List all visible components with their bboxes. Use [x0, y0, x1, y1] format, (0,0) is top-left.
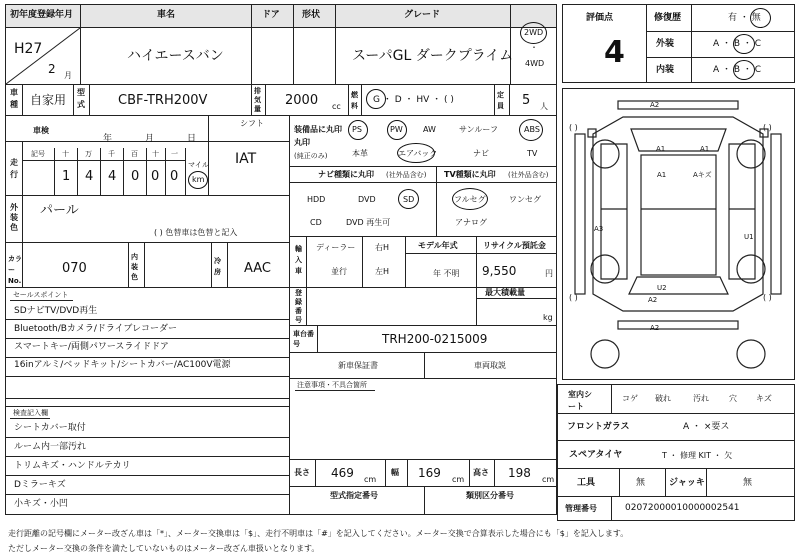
mileage-digit-6: 0	[170, 169, 179, 184]
diagram-label-a3: A3	[594, 225, 604, 233]
model-label-2: 式	[77, 100, 85, 109]
shift-value: IAT	[235, 151, 257, 167]
sales-point-4: 16inアルミ/ベッドキット/シートカバー/AC100V電源	[14, 360, 231, 370]
door-label: ドア	[262, 10, 280, 20]
seat-item-scratch: キズ	[756, 394, 772, 403]
navi-dvd-playback: DVD 再生可	[346, 218, 391, 227]
equipment-label: 装備品に丸印	[294, 125, 342, 134]
exterior-options: A ・ B ・ C	[713, 39, 762, 49]
drive-dot: ・	[530, 43, 538, 52]
equip-aw: AW	[423, 125, 436, 134]
grade-value: スーパGL ダークプライム	[352, 48, 514, 64]
mileage-label: 走行	[10, 158, 18, 179]
navi-sd: SD	[403, 195, 415, 204]
sales-points-label: セールスポイント	[13, 291, 69, 299]
mileage-head-3: 千	[108, 150, 115, 158]
diagram-label-u1: U1	[744, 233, 754, 241]
reg-month-unit: 月	[64, 71, 72, 80]
diagram-label-u2: U2	[657, 284, 667, 292]
mileage-digit-4: 0	[131, 169, 140, 184]
navi-sub: (社外品含む)	[386, 171, 427, 179]
warranty-manual: 車両取説	[474, 361, 506, 370]
width-value: 169	[418, 466, 441, 480]
equipment-label-2: 丸印	[294, 138, 310, 147]
length-unit: cm	[364, 475, 377, 484]
color-no-label: カラーNo.	[8, 255, 22, 285]
era-year: H27	[14, 41, 43, 57]
height-unit: cm	[542, 475, 555, 484]
diagram-label-a2-2: A2	[648, 296, 658, 304]
max-load-unit: kg	[543, 313, 553, 322]
mgmt-label: 管理番号	[565, 504, 597, 513]
footer-line-1: 走行距離の記号欄にメーター改ざん車は「*」、メーター交換車は「$」、走行不明車は「#」を記入してください。メーター交換で合算表示した場合にも「$」を記入します。	[8, 529, 629, 538]
inspection-label: 車検	[33, 126, 49, 135]
drive-2wd: 2WD	[524, 28, 544, 37]
repair-options: 有 ・ 無	[728, 13, 761, 23]
diagram-paren-br: ( )	[763, 293, 772, 302]
interior-b-circle	[733, 60, 755, 80]
equip-ps: PS	[352, 125, 362, 134]
type-number-label: 型式指定番号	[330, 491, 378, 500]
inspector-note-3: トリムキズ・ハンドルテカリ	[14, 461, 131, 471]
rating-label: 評価点	[586, 13, 614, 23]
interior-label: 内装	[656, 65, 675, 75]
inspection-month: 月	[145, 134, 155, 144]
mgmt-value: 02072000010000002541	[625, 503, 740, 513]
capacity-label: 定員	[497, 91, 504, 110]
interior-color-label: 内装色	[131, 253, 138, 281]
footer-line-2: ただしメーター交換の条件を満たしていないものはメーター改ざん車扱いとなります。	[8, 544, 320, 553]
tv-analog: アナログ	[455, 218, 487, 227]
import-dealer: ディーラー	[316, 243, 356, 252]
exterior-label: 外装	[656, 39, 675, 49]
import-label: 輸入車	[295, 245, 302, 275]
usage-label-2: 種	[10, 100, 18, 109]
fuel-label: 燃料	[351, 91, 358, 110]
mileage-head-1: 十	[62, 150, 69, 158]
equip-navi: ナビ	[473, 149, 489, 158]
length-value: 469	[331, 466, 354, 480]
inspector-note-4: Dミラーキズ	[14, 480, 66, 490]
mileage-digit-1: 1	[62, 169, 71, 184]
seat-item-hole: 穴	[729, 394, 737, 403]
diagram-label-a2-3: A2	[650, 324, 660, 332]
tv-title: TV種類に丸印	[444, 170, 496, 179]
model-label-1: 型	[77, 88, 85, 97]
header-bg	[6, 5, 556, 27]
windshield-options: A ・ ×要ス	[683, 422, 730, 432]
diagram-label-a-scratch: Aキズ	[693, 171, 712, 179]
recycle-value: 9,550	[482, 264, 517, 278]
diagram-paren-bl: ( )	[569, 293, 578, 302]
fuel-options: G ・ D ・ HV ・ ( )	[373, 95, 454, 105]
tools-label: 工具	[577, 478, 596, 488]
capacity-unit: 人	[540, 102, 548, 111]
diagram-label-a2-top: A2	[650, 101, 660, 109]
windshield-label: フロントガラス	[567, 422, 630, 432]
sales-point-2: Bluetooth/Bカメラ/ドライブレコーダー	[14, 324, 178, 334]
navi-cd: CD	[310, 218, 322, 227]
sales-point-3: スマートキー/両側パワースライドドア	[14, 342, 169, 352]
import-left-h: 左H	[375, 267, 390, 276]
mileage-head-6: 一	[171, 150, 178, 158]
max-load-label: 最大積載量	[485, 288, 525, 297]
mileage-digit-2: 4	[85, 169, 94, 184]
interior-options: A ・ B ・ C	[713, 65, 762, 75]
equip-airbag: エアバック	[398, 149, 438, 158]
diagram-paren-tl: ( )	[569, 123, 578, 132]
model-value: CBF-TRH200V	[118, 93, 208, 108]
car-name-label: 車名	[157, 10, 176, 20]
inspector-label: 検査記入欄	[13, 409, 48, 417]
drive-4wd: 4WD	[525, 59, 545, 68]
tools-value: 無	[636, 478, 646, 488]
diagram-paren-tr: ( )	[763, 123, 772, 132]
exterior-b-circle	[733, 34, 755, 54]
shift-label: シフト	[240, 119, 264, 128]
reg-month: 2	[48, 62, 56, 76]
ac-value: AAC	[244, 261, 271, 276]
jack-value: 無	[743, 478, 753, 488]
repair-label: 修復歴	[654, 13, 682, 23]
equip-tv: TV	[527, 149, 538, 158]
width-unit: cm	[452, 475, 465, 484]
height-value: 198	[508, 466, 531, 480]
model-year-value: 年 不明	[433, 269, 460, 278]
import-right-h: 右H	[375, 243, 390, 252]
rating-value: 4	[604, 35, 625, 70]
displacement-label: 排気量	[254, 87, 261, 113]
inspection-year: 年	[103, 134, 113, 144]
warranty-new-car: 新車保証書	[338, 361, 378, 370]
diagram-label-a1-3: A1	[657, 171, 667, 179]
chassis-label: 車台番号	[293, 330, 314, 348]
mileage-head-5: 十	[152, 150, 159, 158]
mileage-unit-km: km	[192, 175, 205, 184]
length-label: 長さ	[294, 468, 310, 477]
inspector-note-5: 小キズ・小凹	[14, 499, 68, 509]
ext-color-value: パール	[40, 203, 79, 218]
mileage-unit-mile: マイル	[188, 161, 209, 169]
chassis-value: TRH200-0215009	[382, 332, 488, 346]
ext-color-label: 外装色	[10, 203, 18, 232]
recycle-unit: 円	[545, 269, 553, 278]
mileage-head-2: 万	[85, 150, 92, 158]
equip-leather: 本革	[352, 149, 368, 158]
recycle-label: リサイクル預託金	[483, 241, 546, 250]
import-parallel: 並行	[331, 267, 347, 276]
ac-label: 冷房	[214, 257, 221, 276]
displacement-value: 2000	[285, 93, 319, 108]
navi-hdd: HDD	[307, 195, 326, 204]
equip-sunroof: サンルーフ	[459, 125, 498, 134]
inspector-note-1: シートカバー取付	[14, 423, 86, 433]
car-name: ハイエースバン	[127, 48, 224, 64]
sales-point-1: SDナビTV/DVD再生	[14, 306, 98, 316]
equip-pw: PW	[390, 125, 403, 134]
inspector-note-2: ルーム内一部汚れ	[14, 442, 87, 452]
mileage-digit-5: 0	[151, 169, 160, 184]
usage-value: 自家用	[30, 93, 67, 107]
first-reg-label: 初年度登録年月	[10, 10, 74, 20]
seat-item-burn: コゲ	[622, 394, 638, 403]
tv-fullseg: フルセグ	[454, 195, 486, 204]
diagram-label-a1-1: A1	[656, 145, 666, 153]
equipment-sublabel: (純正のみ)	[294, 152, 328, 160]
navi-dvd: DVD	[358, 195, 376, 204]
spare-label: スペアタイヤ	[569, 450, 623, 460]
navi-title: ナビ種類に丸印	[318, 170, 374, 179]
mileage-digit-3: 4	[108, 169, 117, 184]
seat-item-dirt: 汚れ	[693, 394, 709, 403]
inspection-day: 日	[187, 134, 197, 144]
fuel-g-circle	[366, 89, 386, 109]
notes-label: 注意事項・不具合箇所	[297, 381, 367, 389]
spare-options: T ・ 修理 KIT ・ 欠	[662, 451, 733, 460]
capacity-value: 5	[522, 93, 531, 108]
grade-label: グレード	[404, 10, 441, 20]
width-label: 幅	[391, 468, 399, 477]
repair-none-circle	[750, 8, 771, 28]
reg-no-label: 登録番号	[295, 289, 302, 324]
tv-sub: (社外品含む)	[508, 171, 549, 179]
car-diagram	[563, 89, 794, 379]
ext-color-note: ( ) 色替車は色替と記入	[154, 228, 238, 237]
color-no-value: 070	[62, 261, 87, 276]
seat-item-tear: 破れ	[655, 394, 671, 403]
equip-abs: ABS	[524, 125, 540, 134]
mileage-head-0: 記号	[31, 150, 45, 158]
main-sheet-frame	[5, 4, 557, 515]
jack-label: ジャッキ	[669, 478, 705, 488]
diagram-label-a1-2: A1	[700, 145, 710, 153]
shape-label: 形状	[302, 10, 321, 20]
seat-label: 室内シート	[568, 390, 592, 411]
class-number-label: 類別区分番号	[466, 491, 514, 500]
usage-label-1: 車	[10, 88, 18, 97]
height-label: 高さ	[473, 468, 489, 477]
displacement-unit: cc	[332, 102, 341, 111]
mileage-head-4: 百	[131, 150, 138, 158]
tv-oneseg: ワンセグ	[509, 195, 541, 204]
model-year-label: モデル年式	[418, 241, 458, 250]
